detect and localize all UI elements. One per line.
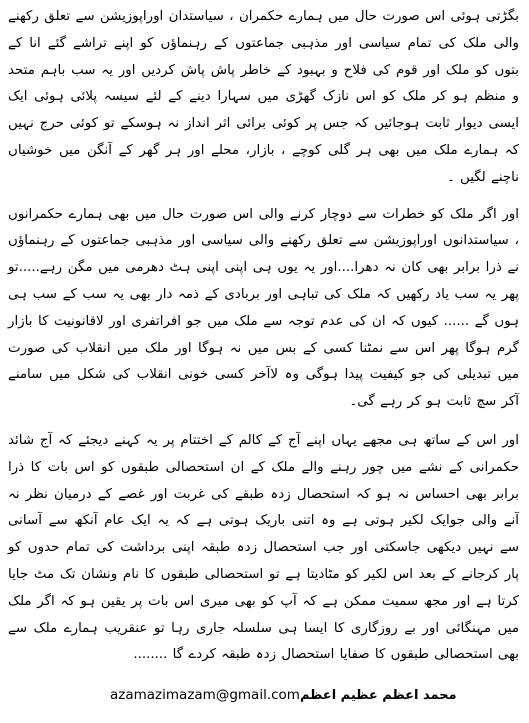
paragraph-1: بگڑتی ہوئی اس صورت حال میں ہمارے حکمران ، سیاستدان اوراپوزیشن سے تعلق رکھنے والی ملک کی تمام سیاسی اور مذہبی جماعتوں کے رہنماؤں کو اپنے تراشے گئے انا کے بتوں کو ملک اور قوم کی فلاح و بہبود کے خاطر پاش پاش کردیں اور یہ سب باہم متحد و منظم ہو کر ملک کو اس نازک گھڑی میں سہارا دینے کے لئے سیسہ پلائی ہوئی ایک ایسی دیوار ثابت ہوجائیں کہ جس پر کوئی برائی اثر انداز نہ ہوسکے تو کوئی حرج نہیں کہ ہمارے ملک میں بھی ہر گلی کوچے ، بازار، محلے اور ہر گھر کے آنگن میں خوشیاں ناچنے لگیں ۔ [8, 9, 519, 185]
author-email[interactable]: azamazimazam@gmail.com [110, 687, 300, 703]
author-signature [110, 682, 457, 708]
article-body [6, 4, 523, 669]
paragraph-2: اور اگر ملک کو خطرات سے دوچار کرنے والی اس صورت حال میں بھی ہمارے حکمرانوں ، سیاستدانوں اوراپوزیشن سے تعلق رکھنے والی سیاسی اور مذہبی جماعتوں کے رہنماؤں نے ذرا برابر بھی کان نہ دھرا....اور یہ یوں ہی اپنی اپنی ہٹ دھرمی میں مگن رہے.....تو پھر یہ سب یاد رکھیں کہ ملک کی تباہی اور بربادی کے ذمہ دار بھی یہ سب کے سب ہی ہوں گے ...... کیوں کہ ان کی عدم توجہ سے ملک میں جو افراتفری اور لاقانونیت کا بازار گرم ہوگا پھر اس سے نمٹنا کسی کے بس میں نہ ہوگا اور ملک میں انقلاب کی صورت میں تبدیلی کی جو کیفیت پیدا ہوگی وہ لاآخر کسی خونی انقلاب کی شکل میں سامنے آکر سچ ثابت ہو کر رہے گی۔ [8, 206, 519, 410]
paragraph-3: اور اس کے ساتھ ہی مجھے یہاں اپنے آج کے کالم کے اختتام پر یہ کہنے دیجئے کہ آج شائد حکمرانی کے نشے میں چور رہنے والے ملک کے ان استحصالی طبقوں کو اس بات کا ذرا برابر بھی احساس نہ ہو کہ استحصال زدہ طبقے کی غربت اور غصے کے درمیان نظر نہ آنے والی جوایک لکیر ہوتی ہے وہ اتنی باریک ہوتی ہے کہ یہ ایک عام آنکھ سے آسانی سے نہیں دیکھی جاسکتی اور جب استحصال زدہ طبقہ اپنی برداشت کی تمام حدوں کو پار کرجانے کے بعد اس لکیر کو مٹادیتا ہے تو استحصالی طبقوں کا نام ونشان تک مٹ جایا کرتا ہے اور مجھ سمیت ممکن ہے کہ آپ کو بھی میری اس بات پر یقین ہو کہ اگر ملک میں مہنگائی اور بے روزگاری کا ایسا ہی سلسلہ جاری رہا تو عنقریب ہمارے ملک سے بھی استحصالی طبقوں کا صفایا استحصال زدہ طبقہ کردے گا ........ [8, 432, 519, 663]
author-name: محمد اعظم عظیم اعظم [299, 688, 457, 703]
